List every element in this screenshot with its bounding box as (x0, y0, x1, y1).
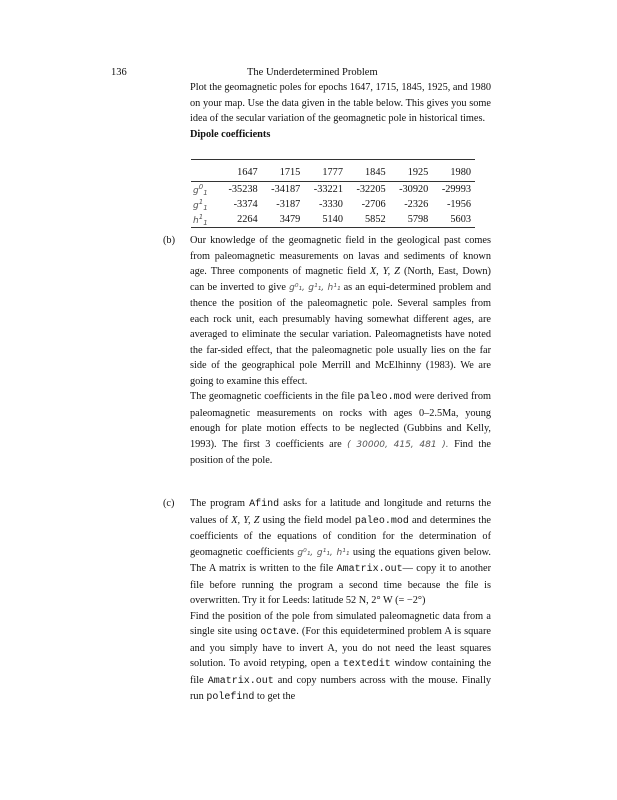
table-cell: -35238 (228, 184, 258, 195)
table-cell: -33221 (313, 184, 343, 195)
table-cell: -2706 (361, 199, 386, 210)
program-afind: Afind (249, 499, 280, 510)
filename-amatrix: Amatrix.out (207, 675, 274, 687)
coefficient-symbols: g⁰₁, g¹₁, h¹₁ (297, 547, 350, 558)
table-cell: -3187 (276, 199, 301, 210)
table-header-cell: 1647 (237, 166, 258, 178)
table-row (191, 212, 475, 228)
section-c-paragraph-2: Find the position of the pole from simulated paleomagnetic data from a single site using octave. (For this equidetermined problem A is square and you simply have to invert A, you do not need the least squares solution. To avoid retyping, open a textedit window containing the file Amatrix.out and copy numbers across with the mouse. Finally run polefind to get the (190, 610, 492, 703)
xyz-symbols: X, Y, Z (369, 266, 400, 277)
table-header-cell: 1845 (365, 166, 386, 178)
program-textedit: textedit (342, 659, 391, 670)
filename-amatrix: Amatrix.out (336, 564, 403, 575)
section-c-label: (c) (163, 498, 175, 509)
table-row (191, 182, 475, 198)
table-cell: 3479 (279, 214, 301, 225)
section-b-label: (b) (163, 235, 176, 246)
table-title: Dipole coefficients (190, 128, 271, 140)
table-cell: -3374 (233, 199, 258, 210)
table-cell: 5603 (450, 214, 471, 225)
table-cell: -32205 (356, 184, 386, 195)
table-cell: 2264 (237, 214, 258, 225)
table-cell: 5852 (365, 214, 386, 225)
filename-paleo-mod: paleo.mod (354, 515, 409, 527)
table-header-cell: 1980 (450, 166, 471, 178)
section-c-paragraph-1: The program Afind asks for a latitude and longitude and returns the values of X, Y, Z using the field model paleo.mod and determines the coefficients of the equations of condition for the determination of geomagnetic coefficients g⁰₁, g¹₁, h¹₁ using the equations given below. The A matrix is written to the file Amatrix.out— copy it to another file before running the program a second time because the file is overwritten. Try it for Leeds: latitude 52 N, 2° W (= −2°) (190, 498, 492, 606)
xyz-symbols: X, Y, Z (231, 514, 260, 526)
table-cell: -3330 (318, 199, 343, 210)
table-cell: -30920 (399, 184, 429, 195)
program-octave: octave (260, 627, 297, 638)
page-number: 136 (111, 67, 127, 78)
section-b-body (190, 233, 491, 469)
table-header-cell (191, 160, 219, 182)
table-cell: -29993 (441, 184, 471, 195)
section-b-paragraph-2: The geomagnetic coefficients in the file paleo.mod were derived from paleomagnetic measurements on rocks with ages 0–2.5Ma, young enough for plate motion effects to be neglected (Gubbins and Kelly, 1993). The first 3 coefficients are ( 30000, 415, 481 ). Find the position of the pole. (190, 391, 491, 466)
section-b (163, 233, 491, 469)
intro-paragraph: Plot the geomagnetic poles for epochs 1647, 1715, 1845, 1925, and 1980 on your map. Use the data given in the table below. This gives you some idea of the secular variation of the geomagnetic pole in historical times. (190, 82, 491, 124)
dipole-table-wrap (190, 159, 475, 228)
table-row (191, 197, 475, 212)
table-header-cell: 1715 (279, 166, 301, 178)
table-cell: -1956 (446, 199, 471, 210)
intro-section (190, 80, 491, 142)
filename-paleo-mod: paleo.mod (357, 392, 412, 403)
row-label: $g^0_1$ (193, 182, 208, 197)
row-label: $h^1_1$ (193, 212, 208, 227)
dipole-coefficients-table (191, 159, 475, 228)
coefficient-symbols: g⁰₁, g¹₁, h¹₁ (289, 282, 341, 293)
table-cell: -2326 (404, 199, 429, 210)
row-label: $g^1_1$ (193, 197, 208, 212)
running-title: The Underdetermined Problem (247, 67, 378, 78)
table-cell: 5140 (322, 214, 343, 225)
program-polefind: polefind (206, 692, 255, 703)
table-header-cell: 1777 (322, 166, 343, 178)
table-cell: 5798 (407, 214, 429, 225)
table-header-cell: 1925 (407, 166, 429, 178)
section-c-body (190, 496, 491, 706)
section-c (163, 496, 491, 706)
section-b-paragraph-1: Our knowledge of the geomagnetic field in the geological past comes from paleomagnetic measurements on lavas and sediments of known age. Three components of magnetic field X, Y, Z (North, East, Down) can be inverted to give g⁰₁, g¹₁, h¹₁ as an equi-determined problem and thence the position of the paleomagnetic pole. Several samples from each rock unit, each presumably having somewhat different ages, are averaged to eliminate the secular variation. Paleomagnetists have noted the far-sided effect, that the paleomagnetic pole usually lies on the far side of the geographical pole Merrill and McElhinny (1983). We are going to examine this effect. (190, 235, 492, 387)
coefficient-values: ( 30000, 415, 481 ). (347, 439, 449, 450)
table-cell: -34187 (271, 184, 301, 195)
